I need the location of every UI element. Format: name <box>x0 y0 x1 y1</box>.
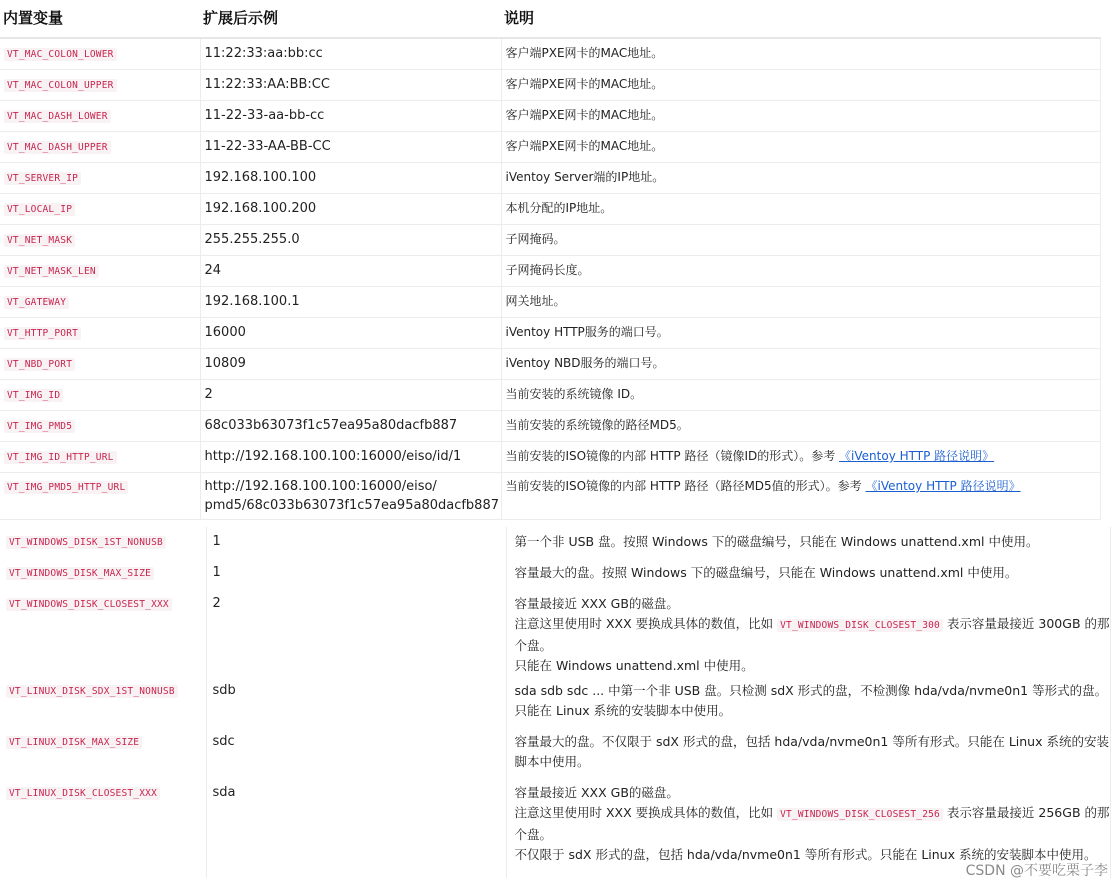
header-variable: 内置变量 <box>0 0 200 38</box>
description-cell: 第一个非 USB 盘。按照 Windows 下的磁盘编号，只能在 Windows unattend.xml 中使用。 <box>506 527 1110 558</box>
variable-code: VT_LOCAL_IP <box>4 203 75 216</box>
table-row <box>0 442 1100 473</box>
table-row <box>0 163 1100 194</box>
variable-code: VT_WINDOWS_DISK_CLOSEST_XXX <box>6 598 172 611</box>
variable-code: VT_LINUX_DISK_MAX_SIZE <box>6 736 142 749</box>
example-cell: 24 <box>200 256 501 287</box>
example-cell: 192.168.100.1 <box>200 287 501 318</box>
example-cell: sdb <box>206 676 506 727</box>
table-row <box>0 558 1110 589</box>
table-row <box>0 411 1100 442</box>
variable-code: VT_MAC_COLON_UPPER <box>4 79 117 92</box>
description-line-2b: 表示容量最接近 256GB 的那个盘。 <box>514 805 1110 842</box>
table-row <box>0 194 1100 225</box>
variable-code: VT_SERVER_IP <box>4 172 81 185</box>
description-line-3: 不仅限于 sdX 形式的盘，包括 hda/vda/nvme0n1 等所有形式。只能在 Linux 系统的安装脚本中使用。 <box>514 847 1097 862</box>
description-cell <box>501 473 1100 520</box>
table-row <box>0 676 1110 727</box>
example-cell: 11-22-33-AA-BB-CC <box>200 132 501 163</box>
table-header-row <box>0 0 1100 38</box>
http-path-doc-link[interactable]: 《iVentoy HTTP 路径说明》 <box>839 449 995 463</box>
description-line-1: 容量最接近 XXX GB的磁盘。 <box>514 785 679 800</box>
description-cell: iVentoy Server端的IP地址。 <box>501 163 1100 194</box>
description-cell: iVentoy HTTP服务的端口号。 <box>501 318 1100 349</box>
description-cell: 容量最大的盘。不仅限于 sdX 形式的盘，包括 hda/vda/nvme0n1 等所有形式。只能在 Linux 系统的安装脚本中使用。 <box>506 727 1110 778</box>
variable-code: VT_NET_MASK <box>4 234 75 247</box>
example-cell: 10809 <box>200 349 501 380</box>
description-cell: 当前安装的系统镜像的路径MD5。 <box>501 411 1100 442</box>
description-line-1: 容量最接近 XXX GB的磁盘。 <box>514 596 679 611</box>
table-row <box>0 318 1100 349</box>
table-row <box>0 778 1110 878</box>
example-cell: 11:22:33:aa:bb:cc <box>200 38 501 70</box>
description-cell: 容量最大的盘。按照 Windows 下的磁盘编号，只能在 Windows unattend.xml 中使用。 <box>506 558 1110 589</box>
table-row <box>0 473 1100 520</box>
description-cell: 客户端PXE网卡的MAC地址。 <box>501 70 1100 101</box>
variable-code: VT_IMG_ID_HTTP_URL <box>4 451 117 464</box>
description-cell: 客户端PXE网卡的MAC地址。 <box>501 38 1100 70</box>
example-cell <box>200 473 501 520</box>
example-cell: 255.255.255.0 <box>200 225 501 256</box>
variable-code: VT_GATEWAY <box>4 296 69 309</box>
table-row <box>0 225 1100 256</box>
watermark: CSDN @不要吃栗子李 <box>965 863 1108 879</box>
table-row <box>0 256 1100 287</box>
description-line-2b: 表示容量最接近 300GB 的那个盘。 <box>514 616 1110 653</box>
description-cell: 当前安装的系统镜像 ID。 <box>501 380 1100 411</box>
example-cell: 1 <box>206 527 506 558</box>
example-cell: 1 <box>206 558 506 589</box>
example-line-1: http://192.168.100.100:16000/eiso/ <box>204 479 437 494</box>
description-cell <box>506 589 1110 676</box>
variable-code: VT_LINUX_DISK_CLOSEST_XXX <box>6 787 160 800</box>
example-cell: 11-22-33-aa-bb-cc <box>200 101 501 132</box>
description-cell <box>501 442 1100 473</box>
table-row <box>0 349 1100 380</box>
example-cell: sda <box>206 778 506 878</box>
description-cell: iVentoy NBD服务的端口号。 <box>501 349 1100 380</box>
variable-code: VT_HTTP_PORT <box>4 327 81 340</box>
description-cell: 本机分配的IP地址。 <box>501 194 1100 225</box>
example-cell: http://192.168.100.100:16000/eiso/id/1 <box>200 442 501 473</box>
inline-code: VT_WINDOWS_DISK_CLOSEST_256 <box>777 808 943 821</box>
description-cell: 子网掩码。 <box>501 225 1100 256</box>
table-row <box>0 527 1110 558</box>
example-cell: 192.168.100.100 <box>200 163 501 194</box>
description-line-2a: 注意这里使用时 XXX 要换成具体的数值，比如 <box>514 805 778 820</box>
description-line-3: 只能在 Windows unattend.xml 中使用。 <box>514 658 754 673</box>
example-cell: 2 <box>206 589 506 676</box>
table-row <box>0 101 1100 132</box>
description-cell: 子网掩码长度。 <box>501 256 1100 287</box>
table-row <box>0 589 1110 676</box>
example-cell: 16000 <box>200 318 501 349</box>
variables-table-disk <box>0 527 1111 878</box>
description-cell: 客户端PXE网卡的MAC地址。 <box>501 101 1100 132</box>
inline-code: VT_WINDOWS_DISK_CLOSEST_300 <box>777 619 943 632</box>
example-cell: 2 <box>200 380 501 411</box>
description-cell: sda sdb sdc ... 中第一个非 USB 盘。只检测 sdX 形式的盘，不检测像 hda/vda/nvme0n1 等形式的盘。只能在 Linux 系统的安装脚本中使用。 <box>506 676 1110 727</box>
description-line-2a: 注意这里使用时 XXX 要换成具体的数值，比如 <box>514 616 778 631</box>
variable-code: VT_IMG_ID <box>4 389 63 402</box>
variable-code: VT_WINDOWS_DISK_1ST_NONUSB <box>6 536 166 549</box>
example-cell: sdc <box>206 727 506 778</box>
variable-code: VT_MAC_COLON_LOWER <box>4 48 117 61</box>
example-cell: 11:22:33:AA:BB:CC <box>200 70 501 101</box>
table-row <box>0 380 1100 411</box>
variable-code: VT_IMG_PMD5_HTTP_URL <box>4 481 128 494</box>
example-cell: 68c033b63073f1c57ea95a80dacfb887 <box>200 411 501 442</box>
table-row <box>0 70 1100 101</box>
description-cell: 客户端PXE网卡的MAC地址。 <box>501 132 1100 163</box>
variable-code: VT_IMG_PMD5 <box>4 420 75 433</box>
description-cell: 网关地址。 <box>501 287 1100 318</box>
variable-code: VT_NET_MASK_LEN <box>4 265 99 278</box>
table-row <box>0 287 1100 318</box>
table-row <box>0 132 1100 163</box>
variable-code: VT_NBD_PORT <box>4 358 75 371</box>
http-path-doc-link[interactable]: 《iVentoy HTTP 路径说明》 <box>865 479 1021 493</box>
example-cell: 192.168.100.200 <box>200 194 501 225</box>
variable-code: VT_LINUX_DISK_SDX_1ST_NONUSB <box>6 685 178 698</box>
description-text: 当前安装的ISO镜像的内部 HTTP 路径（镜像ID的形式）。参考 <box>505 449 840 463</box>
description-text: 当前安装的ISO镜像的内部 HTTP 路径（路径MD5值的形式）。参考 <box>505 479 866 493</box>
variable-code: VT_MAC_DASH_LOWER <box>4 110 111 123</box>
header-example: 扩展后示例 <box>200 0 501 38</box>
example-line-2: pmd5/68c033b63073f1c57ea95a80dacfb887 <box>204 498 499 513</box>
variable-code: VT_MAC_DASH_UPPER <box>4 141 111 154</box>
table-row <box>0 727 1110 778</box>
table-row <box>0 38 1100 70</box>
variable-code: VT_WINDOWS_DISK_MAX_SIZE <box>6 567 154 580</box>
header-description: 说明 <box>501 0 1100 38</box>
